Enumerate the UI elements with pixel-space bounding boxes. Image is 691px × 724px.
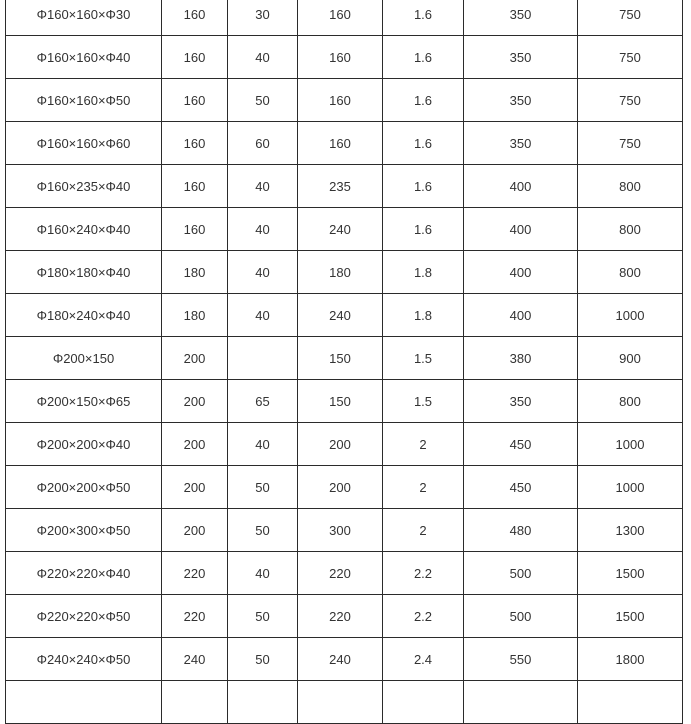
value-cell: 60 bbox=[228, 122, 298, 165]
value-cell: 160 bbox=[162, 208, 228, 251]
value-cell: 180 bbox=[298, 251, 383, 294]
spec-cell: Φ160×160×Φ40 bbox=[6, 36, 162, 79]
spec-cell: Φ200×300×Φ50 bbox=[6, 509, 162, 552]
spec-cell: Φ160×160×Φ50 bbox=[6, 79, 162, 122]
value-cell: 1300 bbox=[578, 509, 683, 552]
table-row bbox=[6, 36, 683, 79]
value-cell: 40 bbox=[228, 251, 298, 294]
value-cell: 220 bbox=[298, 595, 383, 638]
value-cell: 200 bbox=[298, 423, 383, 466]
value-cell: 800 bbox=[578, 251, 683, 294]
table-row bbox=[6, 79, 683, 122]
value-cell: 200 bbox=[298, 466, 383, 509]
value-cell: 200 bbox=[162, 380, 228, 423]
value-cell: 200 bbox=[162, 337, 228, 380]
value-cell: 400 bbox=[464, 251, 578, 294]
value-cell: 1.8 bbox=[383, 294, 464, 337]
value-cell: 800 bbox=[578, 380, 683, 423]
value-cell: 1.6 bbox=[383, 165, 464, 208]
value-cell: 550 bbox=[464, 638, 578, 681]
value-cell: 350 bbox=[464, 36, 578, 79]
value-cell: 350 bbox=[464, 122, 578, 165]
spec-cell: Φ220×220×Φ40 bbox=[6, 552, 162, 595]
table-row bbox=[6, 423, 683, 466]
value-cell: 220 bbox=[162, 552, 228, 595]
value-cell: 40 bbox=[228, 208, 298, 251]
value-cell: 450 bbox=[464, 423, 578, 466]
table-row bbox=[6, 0, 683, 36]
value-cell: 2 bbox=[383, 509, 464, 552]
spec-cell: Φ180×180×Φ40 bbox=[6, 251, 162, 294]
spec-cell: Φ220×220×Φ50 bbox=[6, 595, 162, 638]
table-viewport bbox=[5, 0, 682, 724]
value-cell: 50 bbox=[228, 509, 298, 552]
value-cell: 1.8 bbox=[383, 251, 464, 294]
spec-cell: Φ160×235×Φ40 bbox=[6, 165, 162, 208]
value-cell: 40 bbox=[228, 36, 298, 79]
value-cell: 400 bbox=[464, 294, 578, 337]
value-cell: 160 bbox=[162, 165, 228, 208]
table-row bbox=[6, 552, 683, 595]
value-cell: 2 bbox=[383, 466, 464, 509]
value-cell: 235 bbox=[298, 165, 383, 208]
value-cell: 160 bbox=[162, 0, 228, 36]
value-cell: 160 bbox=[298, 79, 383, 122]
value-cell: 150 bbox=[298, 337, 383, 380]
value-cell: 200 bbox=[162, 466, 228, 509]
value-cell: 30 bbox=[228, 0, 298, 36]
spec-cell: Φ180×240×Φ40 bbox=[6, 294, 162, 337]
value-cell: 200 bbox=[162, 509, 228, 552]
value-cell: 1000 bbox=[578, 423, 683, 466]
value-cell: 1.5 bbox=[383, 337, 464, 380]
spec-cell: Φ160×240×Φ40 bbox=[6, 208, 162, 251]
spec-cell: Φ160×160×Φ60 bbox=[6, 122, 162, 165]
spec-cell: Φ200×150 bbox=[6, 337, 162, 380]
table-row bbox=[6, 251, 683, 294]
value-cell: 40 bbox=[228, 423, 298, 466]
value-cell: 240 bbox=[298, 294, 383, 337]
value-cell: 750 bbox=[578, 122, 683, 165]
table-row bbox=[6, 380, 683, 423]
value-cell: 50 bbox=[228, 638, 298, 681]
value-cell: 750 bbox=[578, 79, 683, 122]
value-cell: 220 bbox=[298, 552, 383, 595]
value-cell: 160 bbox=[298, 0, 383, 36]
value-cell: 350 bbox=[464, 79, 578, 122]
value-cell: 500 bbox=[464, 595, 578, 638]
value-cell: 50 bbox=[228, 466, 298, 509]
value-cell: 160 bbox=[298, 122, 383, 165]
value-cell: 900 bbox=[578, 337, 683, 380]
table-body bbox=[6, 0, 683, 724]
table-row bbox=[6, 638, 683, 681]
table-row bbox=[6, 595, 683, 638]
value-cell: 400 bbox=[464, 208, 578, 251]
value-cell: 1.6 bbox=[383, 36, 464, 79]
table-row bbox=[6, 208, 683, 251]
value-cell: 750 bbox=[578, 0, 683, 36]
value-cell: 1500 bbox=[578, 552, 683, 595]
value-cell: 1.6 bbox=[383, 122, 464, 165]
value-cell: 160 bbox=[162, 122, 228, 165]
value-cell: 180 bbox=[162, 251, 228, 294]
value-cell: 65 bbox=[228, 380, 298, 423]
spec-cell: Φ200×200×Φ40 bbox=[6, 423, 162, 466]
value-cell: 2.4 bbox=[383, 638, 464, 681]
value-cell: 220 bbox=[162, 595, 228, 638]
value-cell: 160 bbox=[162, 79, 228, 122]
value-cell: 380 bbox=[464, 337, 578, 380]
value-cell: 180 bbox=[162, 294, 228, 337]
value-cell: 1500 bbox=[578, 595, 683, 638]
value-cell: 50 bbox=[228, 79, 298, 122]
value-cell: 800 bbox=[578, 165, 683, 208]
value-cell: 500 bbox=[464, 552, 578, 595]
spec-cell: Φ160×160×Φ30 bbox=[6, 0, 162, 36]
value-cell: 1.5 bbox=[383, 380, 464, 423]
value-cell: 150 bbox=[298, 380, 383, 423]
spec-table bbox=[5, 0, 683, 724]
value-cell: 240 bbox=[298, 208, 383, 251]
value-cell: 200 bbox=[162, 423, 228, 466]
value-cell: 750 bbox=[578, 36, 683, 79]
value-cell: 350 bbox=[464, 380, 578, 423]
value-cell: 240 bbox=[162, 638, 228, 681]
spec-cell: Φ240×240×Φ50 bbox=[6, 638, 162, 681]
value-cell: 450 bbox=[464, 466, 578, 509]
table-row bbox=[6, 509, 683, 552]
value-cell bbox=[228, 337, 298, 380]
value-cell: 40 bbox=[228, 294, 298, 337]
value-cell: 1.6 bbox=[383, 0, 464, 36]
value-cell: 1.6 bbox=[383, 79, 464, 122]
value-cell: 1800 bbox=[578, 638, 683, 681]
value-cell: 1.6 bbox=[383, 208, 464, 251]
value-cell: 40 bbox=[228, 552, 298, 595]
table-row bbox=[6, 165, 683, 208]
table-row bbox=[6, 122, 683, 165]
table-row bbox=[6, 337, 683, 380]
value-cell: 350 bbox=[464, 0, 578, 36]
value-cell: 40 bbox=[228, 165, 298, 208]
spec-cell: Φ200×150×Φ65 bbox=[6, 380, 162, 423]
value-cell: 160 bbox=[298, 36, 383, 79]
value-cell: 480 bbox=[464, 509, 578, 552]
table-row bbox=[6, 466, 683, 509]
value-cell: 1000 bbox=[578, 294, 683, 337]
table-row bbox=[6, 294, 683, 337]
spec-cell: Φ200×200×Φ50 bbox=[6, 466, 162, 509]
value-cell: 2.2 bbox=[383, 552, 464, 595]
value-cell: 300 bbox=[298, 509, 383, 552]
value-cell: 160 bbox=[162, 36, 228, 79]
value-cell: 2 bbox=[383, 423, 464, 466]
value-cell: 400 bbox=[464, 165, 578, 208]
value-cell: 240 bbox=[298, 638, 383, 681]
value-cell: 50 bbox=[228, 595, 298, 638]
value-cell: 2.2 bbox=[383, 595, 464, 638]
value-cell: 800 bbox=[578, 208, 683, 251]
value-cell: 1000 bbox=[578, 466, 683, 509]
